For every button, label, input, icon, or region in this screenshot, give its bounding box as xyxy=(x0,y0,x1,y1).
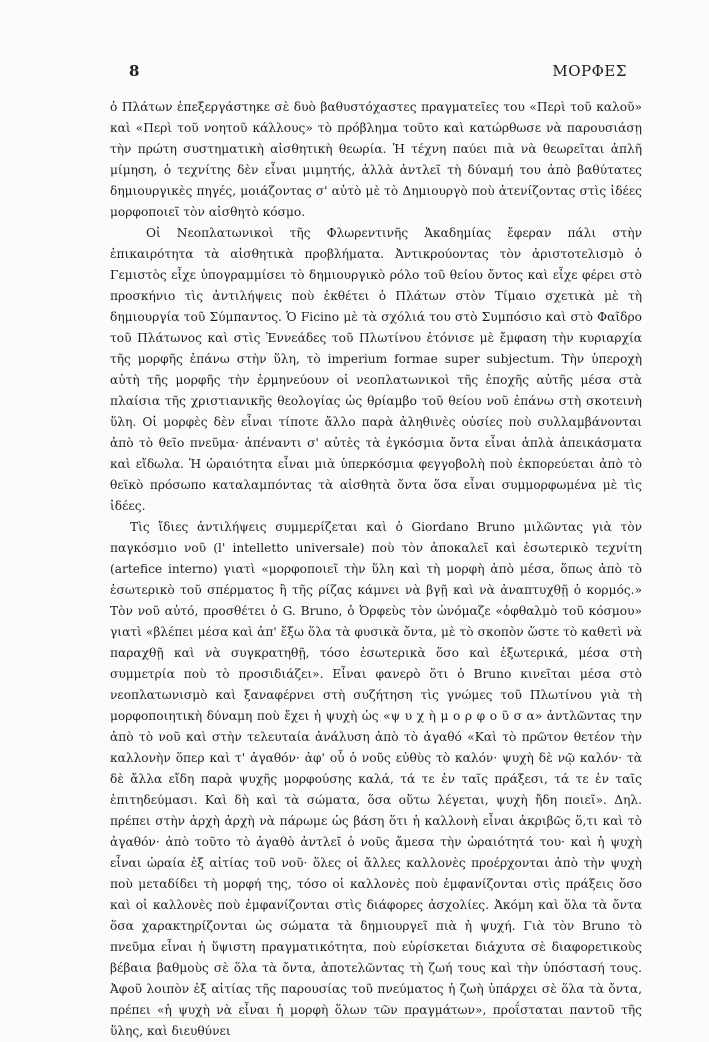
paragraph-1: ὁ Πλάτων ἐπεξεργάστηκε σὲ δυὸ βαθυστόχαστες πραγματεῖες του «Περὶ τοῦ καλοῦ» καὶ «Περὶ τοῦ νοητοῦ κάλλους» τὸ πρόβλημα τοῦτο καὶ κατώρθωσε νὰ παρουσιάσῃ τὴν πρώτη συστηματικὴ αἰσθητικὴ θεωρία. Ἡ τέχνη παύει πιὰ νὰ θεωρεῖται ἁπλῆ μίμηση, ὁ τεχνίτης δὲν εἶναι μιμητής, ἀλλὰ ἀντλεῖ τὴ δύναμή του ἀπὸ βαθύτατες δημιουργικὲς πηγές, μοιάζοντας σ' αὐτὸ μὲ τὸ Δημιουργὸ ποὺ ἀτενίζοντας στὶς ἰδέες μορφοποιεῖ τὸν αἰσθητὸ κόσμο. xyxy=(110,100,642,219)
paragraph-3: Τὶς ἴδιες ἀντιλήψεις συμμερίζεται καὶ ὁ Giordano Bruno μιλῶντας γιὰ τὸν παγκόσμιο νοῦ (l' intelletto universale) ποὺ τὸν ἀποκαλεῖ καὶ ἐσωτερικὸ τεχνίτη (artefice interno) γιατὶ «μορφοποιεῖ τὴν ὕλη καὶ τὴ μορφὴ ἀπὸ μέσα, ὅπως ἀπὸ τὸ ἐσωτερικὸ τοῦ σπέρματος ἢ τῆς ρίζας κάμνει νὰ βγῇ καὶ νὰ ἀναπτυχθῇ ὁ κορμός.» Τὸν νοῦ αὐτό, προσθέτει ὁ G. Bruno, ὁ Ὀρφεὺς τὸν ὠνόμαζε «ὀφθαλμὸ τοῦ κόσμου» γιατὶ «βλέπει μέσα καὶ ἀπ' ἔξω ὅλα τὰ φυσικὰ ὄντα, μὲ τὸ σκοπὸν ὥστε τὸ καθετὶ νὰ παραχθῇ καὶ νὰ συγκρατηθῇ, τόσο ἐσωτερικὰ ὅσο καὶ ἐξωτερικά, μέσα στὴ συμμετρία ποὺ τὸ προσιδιάζει». Εἶναι φανερὸ ὅτι ὁ Bruno κινεῖται μέσα στὸ νεοπλατωνισμὸ καὶ ξαναφέρνει στὴ συζήτηση τὶς γνώμες τοῦ Πλωτίνου γιὰ τὴ μορφοποιητικὴ δύναμη ποὺ ἔχει ἡ ψυχὴ ὡς «ψ υ χ ὴ μ ο ρ φ ο ῦ σ α» ἀντλῶντας την ἀπὸ τὸ νοῦ καὶ στὴν τελευταία ἀνάλυση ἀπὸ τὸ ἀγαθό «Καὶ τὸ πρῶτον θετέον τὴν καλλονὴν ὅπερ καὶ τ' ἀγαθόν· ἀφ' οὗ ὁ νοῦς εὐθὺς τὸ καλόν· ψυχὴ δὲ νῷ καλόν· τὰ δὲ ἄλλα εἴδη παρὰ ψυχῆς μορφούσης καλά, τά τε ἐν ταῖς πράξεσι, τά τε ἐν ταῖς ἐπιτηδεύμασι. Καὶ δὴ καὶ τὰ σώματα, ὅσα οὕτω λέγεται, ψυχὴ ἤδη ποιεῖ». Δηλ. πρέπει στὴν ἀρχὴ ἀρχὴ νὰ πάρωμε ὡς βάση ὅτι ἡ καλλονὴ εἶναι ἀκριβῶς ὅ,τι καὶ τὸ ἀγαθόν· ἀπὸ τοῦτο τὸ ἀγαθὸ ἀντλεῖ ὁ νοῦς ἄμεσα τὴν ὡραιότητά του· καὶ ἡ ψυχὴ εἶναι ὡραία ἐξ αἰτίας τοῦ νοῦ· ὅλες οἱ ἄλλες καλλονὲς προέρχονται ἀπὸ τὴν ψυχὴ ποὺ μεταδίδει τὴ μορφή της, τόσο οἱ καλλονὲς ποὺ ἐμφανίζονται στὶς πράξεις ὅσο καὶ οἱ καλλονὲς ποὺ ἐμφανίζονται στὶς διάφορες ἀσχολίες. Ἀκόμη καὶ ὅλα τὰ ὄντα ὅσα χαρακτηρίζονται ὡς σώματα τὰ δημιουργεῖ πιὰ ἡ ψυχή. Γιὰ τὸν Bruno τὸ πνεῦμα εἶναι ἡ ὕψιστη πραγματικότητα, ποὺ εὑρίσκεται διάχυτα σὲ διαφορετικοὺς βέβαια βαθμοὺς σὲ ὅλα τὰ ὄντα, ἀποτελῶντας τὴ ζωή τους καὶ τὴν ὑπόστασή τους. Ἀφοῦ λοιπὸν ἐξ αἰτίας τῆς παρουσίας τοῦ πνεύματος ἡ ζωὴ ὑπάρχει σὲ ὅλα τὰ ὄντα, πρέπει «ἡ ψυχὴ νὰ εἶναι ἡ μορφὴ ὅλων τῶν πραγμάτων», προΐσταται παντοῦ τῆς ὕλης, καὶ διευθύνει xyxy=(110,520,642,1038)
page-edge-rule xyxy=(120,1017,590,1018)
page-number: 8 xyxy=(129,62,140,80)
body-text xyxy=(110,97,642,1042)
page-header xyxy=(129,62,627,84)
paragraph-2: Οἱ Νεοπλατωνικοὶ τῆς Φλωρεντινῆς Ἀκαδημίας ἔφεραν πάλι στὴν ἐπικαιρότητα τὰ αἰσθητικὰ προβλήματα. Ἀντικρούοντας τὸν ἀριστοτελισμὸ ὁ Γεμιστὸς εἶχε ὑπογραμμίσει τὸ δημιουργικὸ ρόλο τοῦ θείου ὄντος καὶ εἶχε φέρει στὸ προσκήνιο τὶς ἀντιλήψεις ποὺ ἐκθέτει ὁ Πλάτων στὸν Τίμαιο σχετικὰ μὲ τὴ δημιουργία τοῦ Σύμπαντος. Ὁ Ficino μὲ τὰ σχόλιά του στὸ Συμπόσιο καὶ στὸ Φαῖδρο τοῦ Πλάτωνος καὶ στὶς Ἐννεάδες τοῦ Πλωτίνου ἐτόνισε μὲ ἔμφαση τὴν κυριαρχία τῆς μορφῆς ἐπάνω στὴν ὕλη, τὸ imperium formae super subjectum. Τὴν ὑπεροχὴ αὐτὴ τῆς μορφῆς τὴν ἑρμηνεύουν οἱ νεοπλατωνικοὶ τῆς ἐποχῆς αὐτῆς μέσα στὰ πλαίσια τῆς χριστιανικῆς θεολογίας ὡς θρίαμβο τοῦ θείου νοῦ ἐπάνω στὴ σκοτεινὴ ὕλη. Οἱ μορφὲς δὲν εἶναι τίποτε ἄλλο παρὰ ἀληθινὲς οὐσίες ποὺ συλλαμβάνονται ἀπὸ τὸ θεῖο πνεῦμα· ἀπέναντι σ' αὐτὲς τὰ ἐγκόσμια ὄντα εἶναι ἁπλὰ ἀπεικάσματα καὶ εἴδωλα. Ἡ ὡραιότητα εἶναι μιὰ ὑπερκόσμια φεγγοβολὴ ποὺ ἐκπορεύεται ἀπὸ τὸ θεϊκὸ πρόσωπο καταλαμπόντας τὰ αἰσθητὰ ὄντα ὅσα εἶναι συμμορφωμένα μὲ τὶς ἰδέες. xyxy=(110,226,642,513)
running-title: ΜΟΡΦΕΣ xyxy=(552,62,627,80)
